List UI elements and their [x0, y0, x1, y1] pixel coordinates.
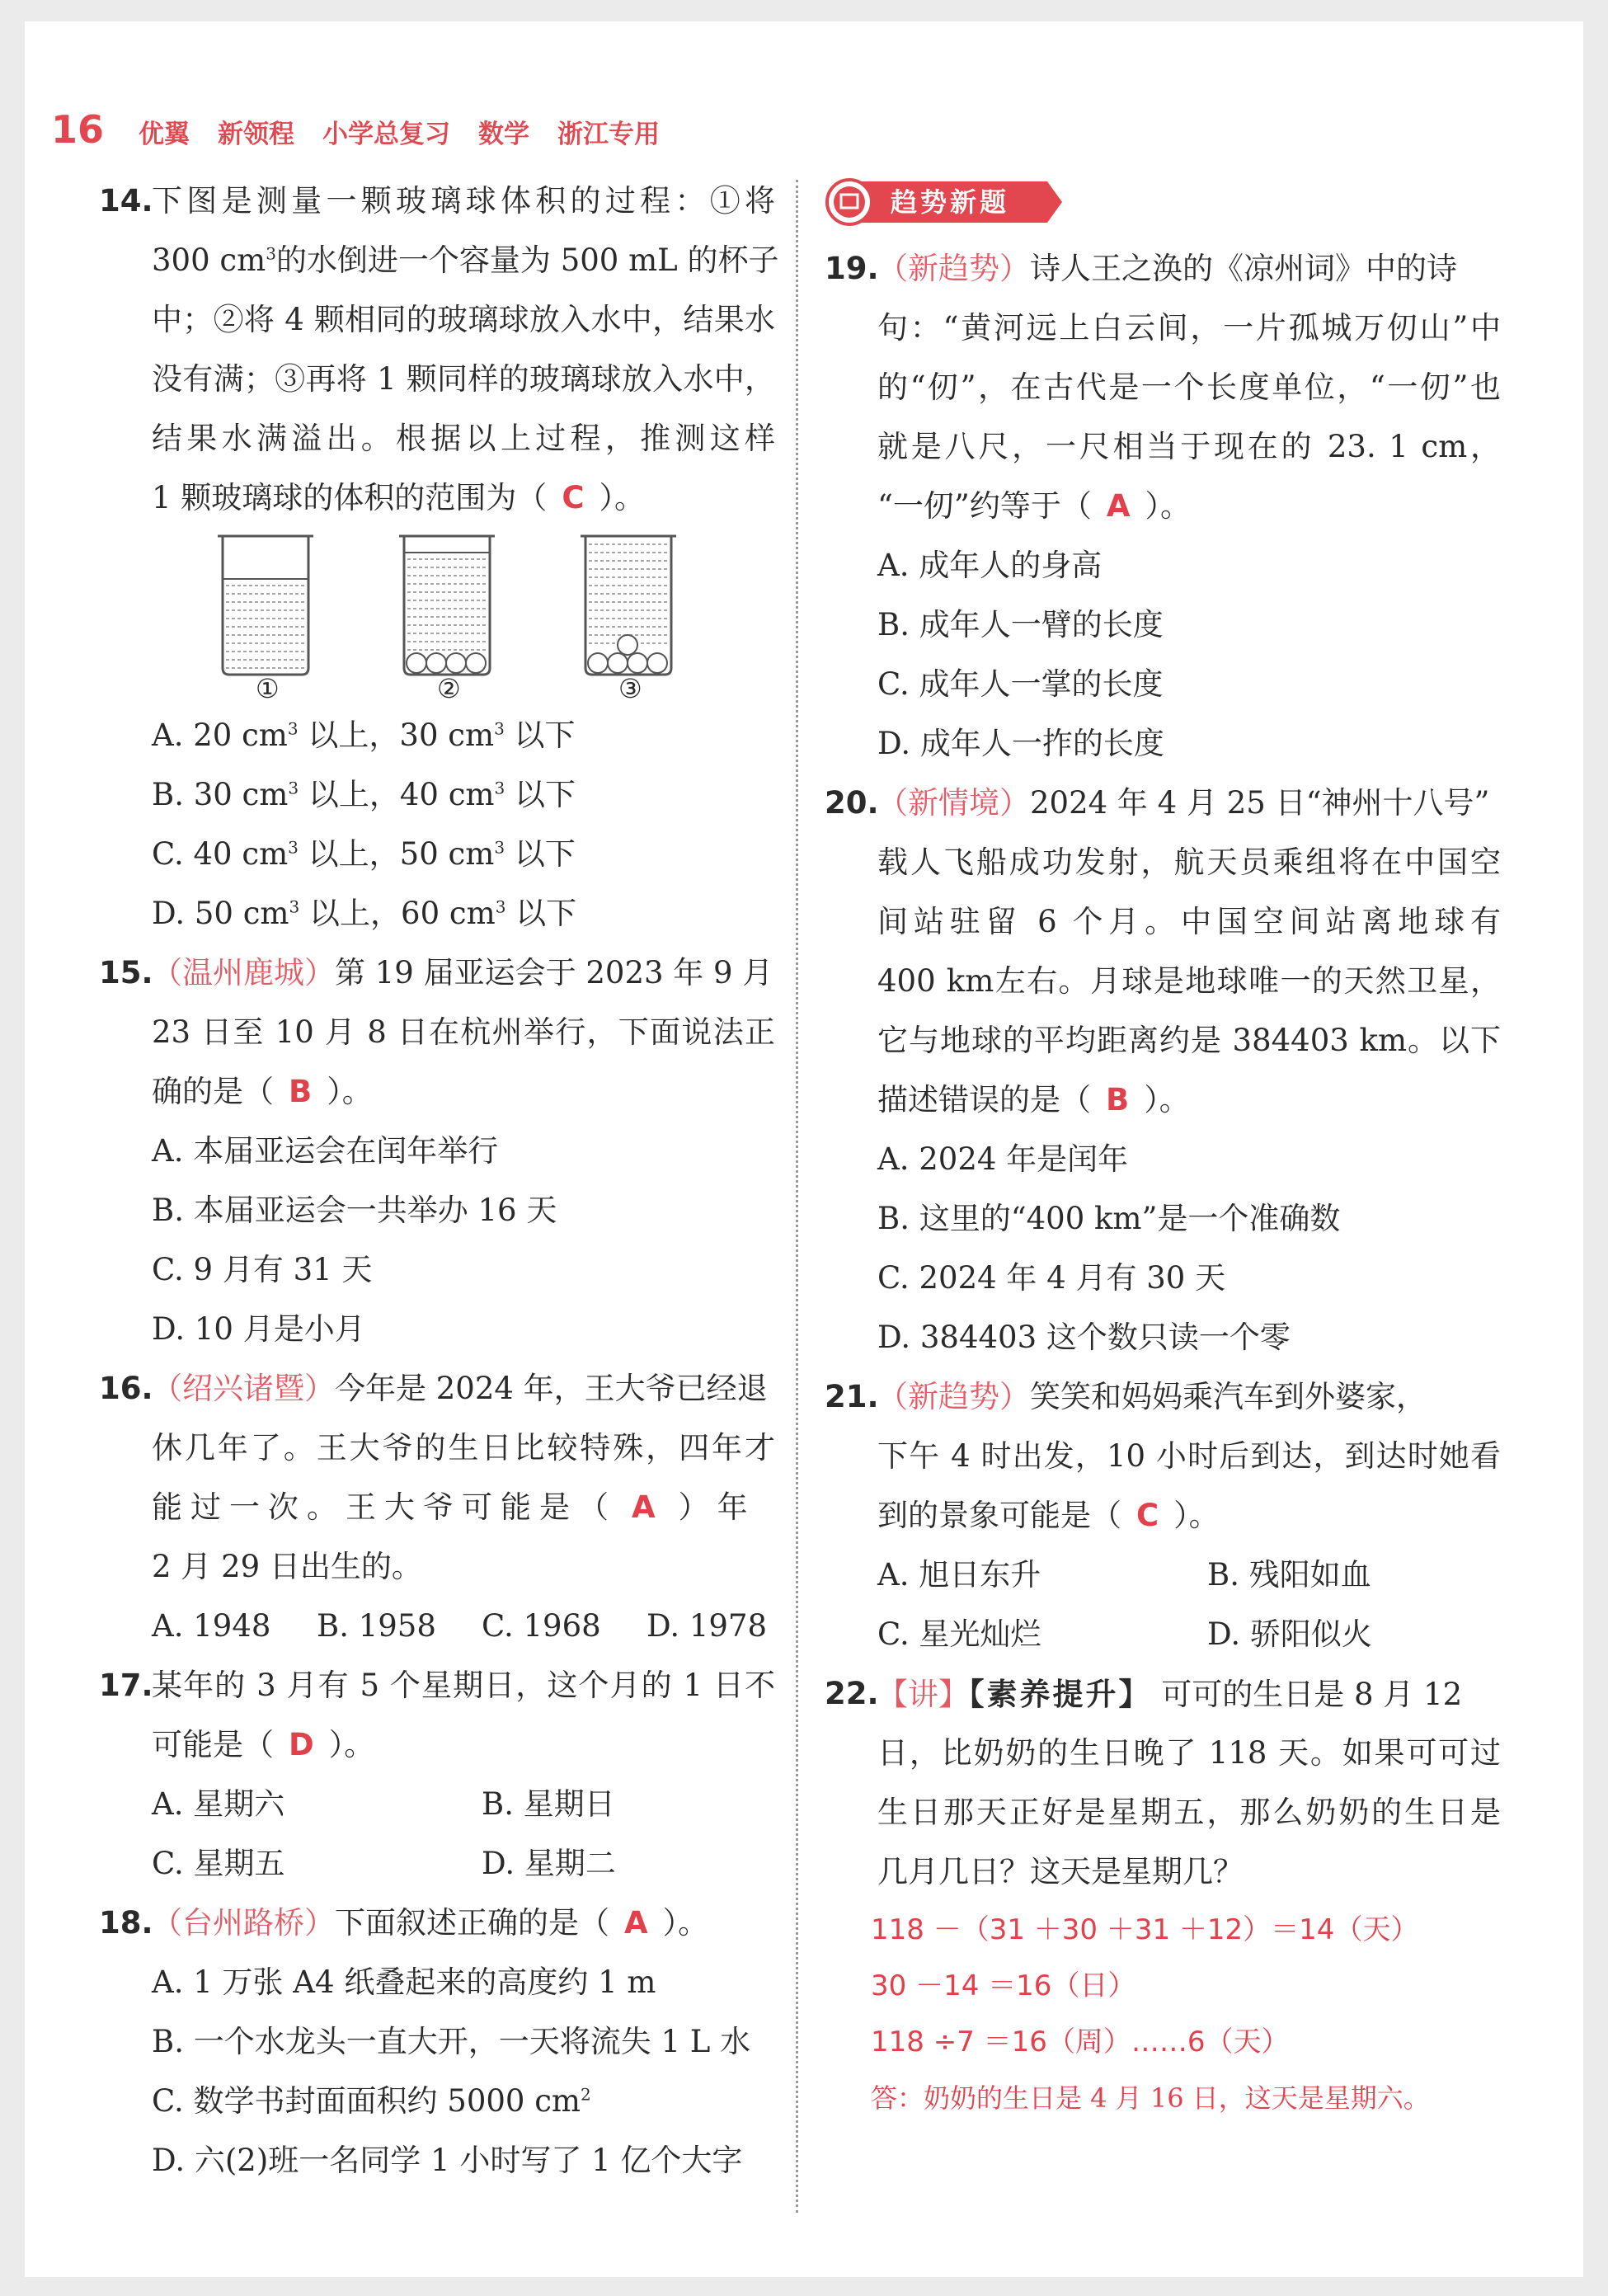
header-item: 数学 [478, 120, 530, 149]
left-column [99, 172, 779, 2190]
option-d: D. 星期二 [482, 1846, 616, 1881]
options-row [825, 1546, 1501, 1605]
question-text: 间站驻留 6 个月。中国空间站离地球有 [877, 904, 1501, 939]
question-number: 15. [99, 955, 153, 990]
option-c: C. 40 $cm^3$ 以上，50 $cm^3$ 以下 [152, 836, 576, 872]
answer-mark: A [1106, 488, 1131, 524]
answer-mark: B [289, 1074, 313, 1109]
question-number: 16. [99, 1371, 153, 1406]
option-d: D. 成年人一拃的长度 [877, 726, 1164, 761]
option-c: C. 2024 年 4 月有 30 天 [877, 1260, 1226, 1296]
beaker-3-icon [579, 528, 686, 693]
question-text: 几月几日？这天是星期几？ [877, 1854, 1244, 1889]
option-b: B. 成年人一臂的长度 [877, 607, 1164, 642]
question-16 [99, 1359, 775, 1656]
option-b: B. 1958 [317, 1608, 436, 1644]
question-number: 17. [99, 1668, 153, 1703]
options-row [99, 1775, 775, 1834]
question-22 [825, 1664, 1501, 2126]
question-text: 下午 4 时出发，10 小时后到达，到达时她看 [877, 1438, 1501, 1474]
option-b: B. 星期日 [482, 1786, 615, 1822]
beaker-1-icon [216, 528, 323, 693]
question-text-part: 1 颗玻璃球的体积的范围为（ [152, 480, 548, 515]
options-row [825, 1605, 1501, 1664]
option-b: B. 本届亚运会一共举办 16 天 [152, 1193, 557, 1228]
option-a: A. 旭日东升 [877, 1557, 1041, 1593]
question-text: 23 日至 10 月 8 日在杭州举行，下面说法正 [152, 1014, 775, 1050]
question-text: 2 月 29 日出生的。 [152, 1549, 422, 1584]
option-c: C. 1968 [482, 1608, 601, 1644]
question-text: 就是八尺，一尺相当于现在的 23. 1 cm， [877, 429, 1501, 464]
option-a: A. 成年人的身高 [877, 548, 1103, 583]
solution-line: 118 ÷7 ＝16（周）……6（天） [871, 2025, 1290, 2058]
option-a: A. 20 $cm^3$ 以上，30 $cm^3$ 以下 [152, 718, 576, 753]
option-b: B. 残阳如血 [1207, 1557, 1371, 1593]
question-17 [99, 1656, 775, 1894]
question-text: （温州鹿城）第 19 届亚运会于 2023 年 9 月 [152, 955, 773, 990]
question-number: 20. [825, 785, 879, 821]
question-text: 400 km左右。月球是地球唯一的天然卫星， [877, 963, 1501, 999]
question-text: 【讲】【素养提升】 可可的生日是 8 月 12 [877, 1676, 1463, 1712]
option-b: B. 这里的“400 km”是一个准确数 [877, 1201, 1341, 1236]
literacy-tag: 【素养提升】 [969, 1676, 1152, 1712]
option-d: D. 骄阳似火 [1207, 1616, 1372, 1652]
solution-answer: 答：奶奶的生日是 4 月 16 日，这天是星期六。 [871, 2082, 1430, 2114]
source-tag: （新趋势） [877, 1379, 1030, 1414]
figure-label: ② [437, 673, 461, 704]
header-item: 新领程 [218, 120, 295, 149]
question-text: 中；②将 4 颗相同的玻璃球放入水中，结果水 [152, 302, 775, 337]
right-column [825, 172, 1501, 2126]
answer-mark: C [562, 480, 585, 515]
question-number: 19. [825, 251, 879, 286]
question-text: 日，比奶奶的生日晚了 118 天。如果可可过 [877, 1735, 1501, 1771]
volume-value: 300 cm [152, 242, 266, 278]
source-tag: （绍兴诸暨） [152, 1371, 335, 1406]
answer-mark: D [289, 1727, 314, 1762]
trend-banner [825, 172, 1501, 229]
solution-line: 118 －（31 ＋30 ＋31 ＋12）＝14（天） [871, 1913, 1419, 1946]
question-text [152, 468, 645, 528]
header-item: 优翼 [139, 120, 190, 149]
option-d: D. 50 $cm^3$ 以上，60 $cm^3$ 以下 [152, 896, 577, 931]
beaker-figure [99, 528, 775, 704]
option-a: A. 1948 [152, 1608, 271, 1644]
header-item: 小学总复习 [322, 120, 451, 149]
question-text: 的“仞”，在古代是一个长度单位，“一仞”也 [877, 369, 1501, 405]
question-14 [99, 172, 779, 943]
source-tag: （新趋势） [877, 251, 1030, 286]
option-a: A. 本届亚运会在闰年举行 [152, 1133, 499, 1169]
options-row [99, 1834, 775, 1894]
option-c: C. 成年人一掌的长度 [877, 666, 1164, 702]
option-c: C. 9 月有 31 天 [152, 1252, 373, 1287]
question-19 [825, 239, 1501, 774]
question-text: “一仞”约等于（ A ）。 [877, 488, 1191, 524]
question-text-part: 的水倒进一个容量为 500 mL 的杯子 [275, 242, 779, 278]
beaker-2-icon [397, 528, 505, 693]
question-text: 某年的 3 月有 5 个星期日，这个月的 1 日不 [152, 1668, 775, 1703]
question-text: （台州路桥）下面叙述正确的是（ A ）。 [152, 1905, 709, 1941]
source-tag: （新情境） [877, 785, 1030, 821]
answer-mark: A [624, 1905, 648, 1941]
solution-line: 30 －14 ＝16（日） [871, 1969, 1136, 2002]
option-a: A. 1 万张 A4 纸叠起来的高度约 1 m [152, 1964, 656, 2000]
question-text: 确的是（ B ）。 [152, 1074, 373, 1109]
answer-mark: B [1106, 1082, 1130, 1117]
option-c: C. 星期五 [152, 1846, 285, 1881]
question-number: 22. [825, 1676, 879, 1711]
answer-mark: A [632, 1489, 664, 1525]
option-c: C. 数学书封面面积约 5000 $cm^2$ [152, 2083, 591, 2119]
option-d: D. 10 月是小月 [152, 1311, 365, 1347]
source-tag: （温州鹿城） [152, 955, 335, 990]
source-tag: （台州路桥） [152, 1905, 335, 1941]
question-18 [99, 1894, 775, 2190]
question-15 [99, 943, 775, 1359]
question-text: （新趋势）诗人王之涣的《凉州词》中的诗 [877, 251, 1457, 286]
question-text: 到的景象可能是（ C ）。 [877, 1498, 1220, 1533]
question-text: 下图是测量一颗玻璃球体积的过程：①将 [152, 183, 775, 219]
question-text: 描述错误的是（ B ）。 [877, 1082, 1190, 1117]
lecture-tag: 【讲】 [877, 1677, 969, 1712]
question-text [152, 231, 779, 290]
question-text: （新趋势）笑笑和妈妈乘汽车到外婆家， [877, 1379, 1427, 1414]
figure-label: ① [256, 673, 280, 704]
answer-mark: C [1136, 1498, 1159, 1533]
option-a: A. 星期六 [152, 1786, 285, 1822]
option-d: D. 六(2)班一名同学 1 小时写了 1 亿个大字 [152, 2143, 743, 2178]
option-c: C. 星光灿烂 [877, 1616, 1041, 1652]
question-text-part: ）。 [599, 480, 645, 515]
trend-banner-text: 趋势新题 [891, 186, 1010, 218]
figure-label: ③ [618, 673, 642, 704]
option-d: D. 384403 这个数只读一个零 [877, 1320, 1291, 1355]
superscript: 3 [266, 243, 276, 264]
question-21 [825, 1367, 1501, 1664]
column-divider [796, 180, 798, 2213]
question-number: 21. [825, 1379, 879, 1414]
header-item: 浙江专用 [557, 120, 661, 149]
question-text: 句：“黄河远上白云间，一片孤城万仞山”中 [877, 310, 1501, 346]
question-text: 它与地球的平均距离约是 384403 km。以下 [877, 1023, 1501, 1058]
question-text: 休几年了。王大爷的生日比较特殊，四年才 [152, 1430, 775, 1466]
question-text: 结果水满溢出。根据以上过程，推测这样 [152, 421, 775, 456]
question-text: 能过一次。王大爷可能是（ A ）年 [152, 1489, 756, 1525]
option-b: B. 30 $cm^3$ 以上，40 $cm^3$ 以下 [152, 777, 576, 812]
question-text: 可能是（ D ）。 [152, 1727, 375, 1762]
options-row [99, 1597, 775, 1656]
question-text: 没有满；③再将 1 颗同样的玻璃球放入水中， [152, 361, 775, 397]
option-b: B. 一个水龙头一直大开，一天将流失 1 L 水 [152, 2024, 751, 2059]
question-text: 载人飞船成功发射，航天员乘组将在中国空 [877, 845, 1501, 880]
option-d: D. 1978 [646, 1608, 768, 1644]
question-number: 18. [99, 1905, 153, 1941]
question-text: （新情境）2024 年 4 月 25 日“神州十八号” [877, 785, 1490, 821]
question-text: 生日那天正好是星期五，那么奶奶的生日是 [877, 1795, 1501, 1830]
question-20 [825, 774, 1501, 1367]
option-a: A. 2024 年是闰年 [877, 1141, 1129, 1177]
question-text: （绍兴诸暨）今年是 2024 年，王大爷已经退 [152, 1371, 768, 1406]
question-number: 14. [99, 183, 153, 219]
page-number: 16 [51, 107, 105, 152]
page-header [51, 107, 688, 157]
